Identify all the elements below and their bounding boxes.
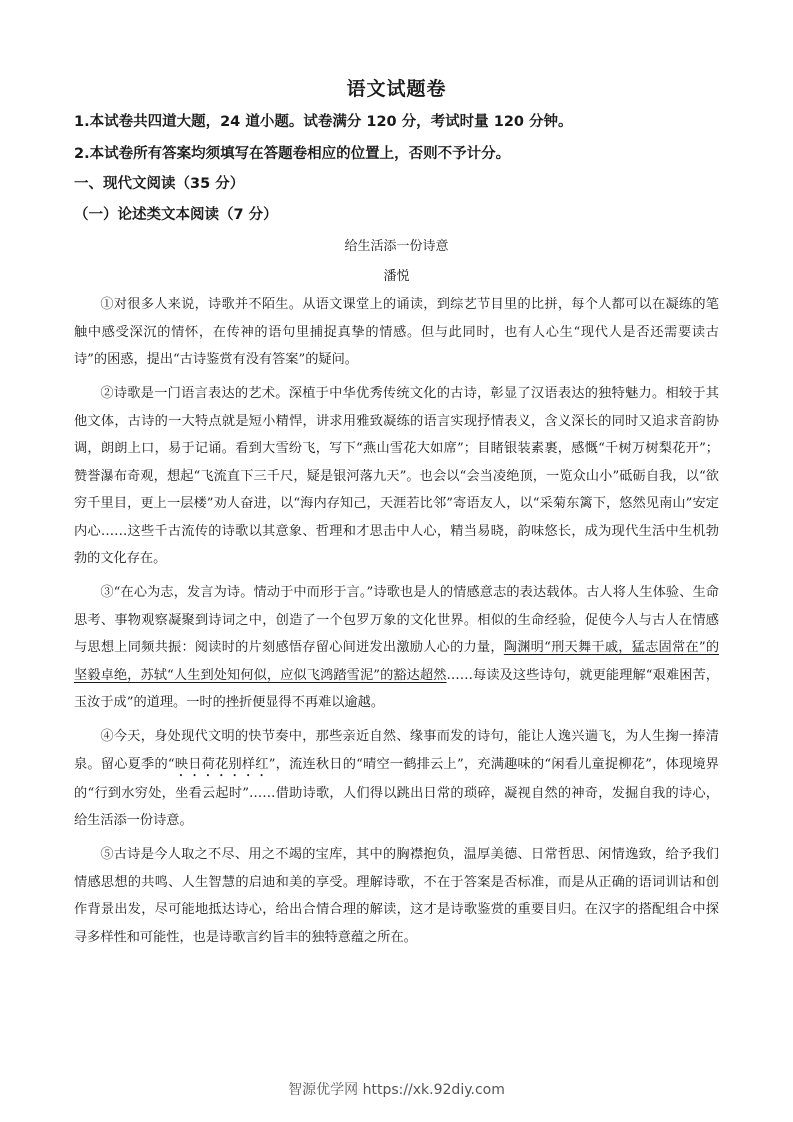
article-author: 潘悦	[383, 269, 410, 284]
paragraph-5: ⑤古诗是今人取之不尽、用之不竭的宝库，其中的胸襟抱负，温厚美德、日常哲思、闲情逸致，给予我们情感思想的共鸣、人生智慧的启迪和美的享受。理解诗歌，不在于答案是否标准，而是从正确的语词训诂和创作背景出发，尽可能地抵达诗心，给出合情合理的解读，这才是诗歌鉴赏的重要目归。在汉字的搭配组合中探寻多样性和可能性，也是诗歌言约旨丰的独特意蕴之所在。	[74, 847, 719, 945]
article-body	[74, 291, 719, 958]
subsection-heading: （一）论述类文本阅读（7 分）	[74, 207, 278, 223]
paragraph-3-text-b: ……每读及这些诗句，就更能理解“艰难困苦，玉汝于成”的道理。一时的挫折便显得不再难以逾越。	[74, 667, 719, 710]
section-heading: 一、现代文阅读（35 分）	[74, 176, 245, 192]
paragraph-4	[74, 723, 719, 835]
paragraph-2: ②诗歌是一门语言表达的艺术。深植于中华优秀传统文化的古诗，彰显了汉语表达的独特魅力。相较于其他文体，古诗的一大特点就是短小精悍，讲求用雅致凝练的语言实现抒情表义，含义深长的同时又追求音韵协调，朗朗上口，易于记诵。看到大雪纷飞，写下“燕山雪花大如席”；目睹银装素裹，感慨“千树万树梨花开”；赞誉瀑布奇观，想起“飞流直下三千尺，疑是银河落九天”。也会以“会当凌绝顶，一览众山小”砥砺自我，以“欲穷千里目，更上一层楼”劝人奋进，以“海内存知己，天涯若比邻”寄语友人，以“采菊东篱下，悠然见南山”安定内心……这些千古流传的诗歌以其意象、哲理和才思击中人心，精当易晓，韵味悠长，成为现代生活中生机勃勃的文化存在。	[74, 386, 719, 566]
paragraph-3	[74, 579, 719, 717]
paragraph-4-text-a: ④今天，身处现代文明的快节奏中，那些亲近自然、缘事而发的诗句，能让人逸兴遄飞，为人生掬一捧清泉。留心夏季的“	[74, 729, 719, 772]
paragraph-3-text-a: ③“在心为志，发言为诗。情动于中而形于言。”诗歌也是人的情感意志的表达载体。古人将人生体验、生命思考、事物观察凝聚到诗词之中，创造了一个包罗万象的文化世界。相似的生命经验，促使今人与古人在情感与思想上同频共振：阅读时的片刻感悟存留心间迸发出激励人心的力量，	[74, 585, 719, 655]
exam-note-1: 1.本试卷共四道大题，24 道小题。试卷满分 120 分，考试时量 120 分钟。	[74, 114, 573, 130]
paragraph-4-dotted: 映日荷花别样红	[174, 756, 269, 772]
paragraph-3-underlined: 陶渊明“刑天舞干戚，猛志固常在”的坚毅卓绝，苏轼“人生到处知何似，应似飞鸿踏雪泥”的豁达超然	[74, 640, 720, 683]
exam-title: 语文试题卷	[346, 78, 447, 100]
article-title: 给生活添一份诗意	[344, 239, 449, 254]
paragraph-1: ①对很多人来说，诗歌并不陌生。从语文课堂上的诵读，到综艺节目里的比拼，每个人都可以在凝练的笔触中感受深沉的情怀，在传神的语句里捕捉真挚的情感。但与此同时，也有人心生“现代人是否还需要读古诗”的困惑，提出“古诗鉴赏有没有答案”的疑问。	[74, 297, 719, 367]
paragraph-4-text-b: ”，流连秋日的“晴空一鹤排云上”，充满趣味的“闲看儿童捉柳花”，体现境界的“行到水穷处，坐看云起时”……借助诗歌，人们得以跳出日常的琐碎，凝视自然的神奇，发掘自我的诗心，给生活添一份诗意。	[74, 756, 719, 828]
footer-watermark: 智源优学网 https://xk.92diy.com	[288, 1082, 505, 1098]
exam-note-2: 2.本试卷所有答案均须填写在答题卷相应的位置上，否则不予计分。	[74, 146, 511, 162]
